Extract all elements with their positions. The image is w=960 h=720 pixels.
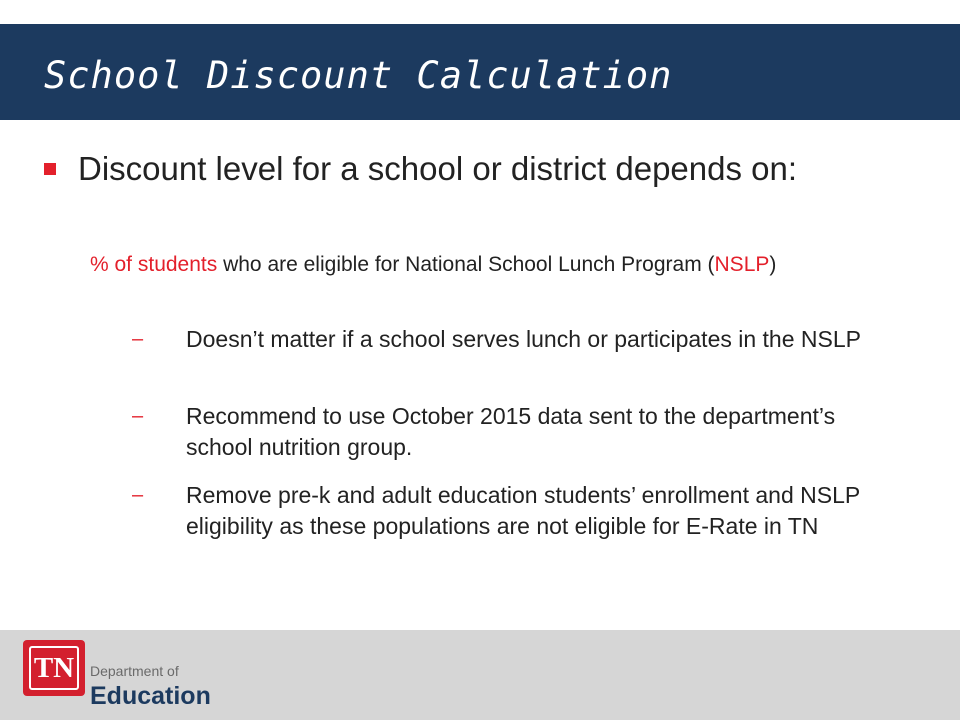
dash-bullet-icon: – <box>132 328 144 350</box>
dash-bullet-icon: – <box>132 484 144 506</box>
sub-bullet-2: Recommend to use October 2015 data sent to the department’s school nutrition group. <box>186 403 836 460</box>
slide-title: School Discount Calculation <box>44 54 673 97</box>
tn-logo <box>23 640 85 696</box>
department-label: Department of <box>90 663 179 679</box>
sub-heading <box>90 250 860 280</box>
main-bullet-text: Discount level for a school or district depends on: <box>78 150 798 187</box>
education-label: Education <box>90 682 211 710</box>
sub-bullet-3: Remove pre-k and adult education students’ enrollment and NSLP eligibility as these populations are not eligible for E-Rate in TN <box>186 482 860 539</box>
sub-heading-text-2: who are eligible for National School Lunch Program ( <box>217 253 715 276</box>
square-bullet-icon <box>44 163 56 175</box>
sub-bullet-1: Doesn’t matter if a school serves lunch or participates in the NSLP <box>186 326 861 352</box>
tn-logo-text: TN <box>29 646 79 690</box>
sub-heading-red-1: % of students <box>90 253 218 276</box>
sub-heading-red-3: NSLP <box>714 253 770 276</box>
dash-bullet-icon: – <box>132 405 144 427</box>
sub-heading-text-4: ) <box>769 253 777 276</box>
